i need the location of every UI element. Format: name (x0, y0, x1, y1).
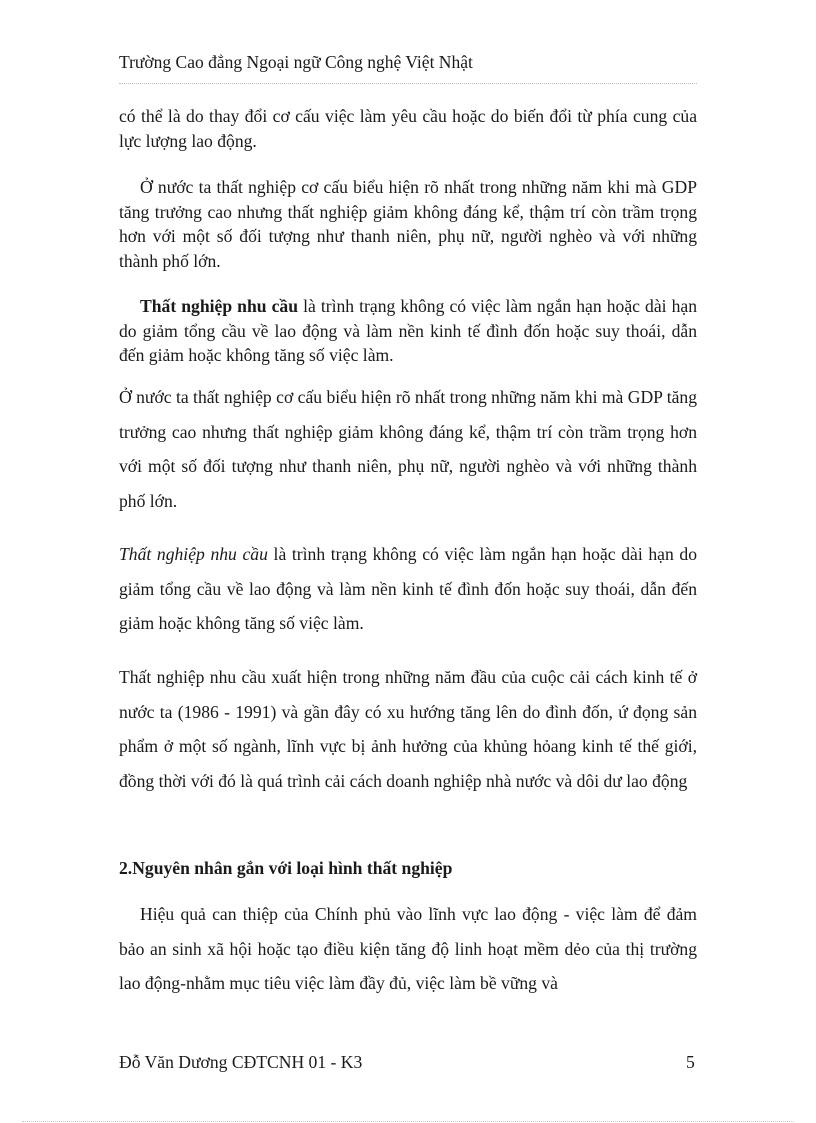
paragraph-7: Hiệu quả can thiệp của Chính phủ vào lĩnh vực lao động - việc làm để đảm bảo an sinh xã hội hoặc tạo điều kiện tăng độ linh hoạt mềm dẻo của thị trường lao động-nhằm mục tiêu việc làm đầy đủ, việc làm bề vững và (119, 904, 697, 993)
term-demand-unemployment-italic: Thất nghiệp nhu cầu (119, 544, 268, 564)
paragraph-3 (119, 294, 697, 368)
paragraph-5-text: là trình trạng không có việc làm ngắn hạn hoặc dài hạn do giảm tổng cầu về lao động và làm nền kinh tế đình đốn hoặc suy thoái, dẫn đến giảm hoặc không tăng số việc làm. (119, 544, 698, 633)
term-demand-unemployment: Thất nghiệp nhu cầu (140, 296, 299, 316)
paragraph-6: Thất nghiệp nhu cầu xuất hiện trong những năm đầu của cuộc cải cách kinh tế ở nước ta (1986 - 1991) và gần đây có xu hướng tăng lên do đình đốn, ứ đọng sản phẩm ở một số ngành, lĩnh vực bị ảnh hưởng của khủng hỏang kinh tế thế giới, đồng thời với đó là quá trình cải cách doanh nghiệp nhà nước và dôi dư lao động (119, 667, 697, 791)
page-number: 5 (686, 1052, 695, 1072)
paragraph-5 (119, 537, 697, 641)
footer-author: Đỗ Văn Dương CĐTCNH 01 - K3 (119, 1052, 363, 1072)
paragraph-2: Ở nước ta thất nghiệp cơ cấu biểu hiện rõ nhất trong những năm khi mà GDP tăng trưởng cao nhưng thất nghiệp giảm không đáng kể, thậm trí còn trầm trọng hơn với một số đối tượng như thanh niên, phụ nữ, người nghèo và với những thành phố lớn. (119, 177, 697, 271)
section-heading: 2.Nguyên nhân gắn với loại hình thất nghiệp (119, 858, 453, 878)
paragraph-3-text: là trình trạng không có việc làm ngắn hạn hoặc dài hạn do giảm tổng cầu về lao động và làm nền kinh tế đình đốn hoặc suy thoái, dẫn đến giảm hoặc không tăng số việc làm. (119, 296, 698, 365)
header-divider (119, 83, 697, 84)
paragraph-4: Ở nước ta thất nghiệp cơ cấu biểu hiện rõ nhất trong những năm khi mà GDP tăng trưởng cao nhưng thất nghiệp giảm không đáng kể, thậm trí còn trầm trọng hơn với một số đối tượng như thanh niên, phụ nữ, người nghèo và với những thành phố lớn. (119, 387, 697, 511)
paragraph-1: có thể là do thay đổi cơ cấu việc làm yêu cầu hoặc do biến đổi từ phía cung của lực lượng lao động. (119, 106, 697, 151)
page-bottom-edge (22, 1121, 794, 1122)
page-header: Trường Cao đẳng Ngoại ngữ Công nghệ Việt Nhật (119, 52, 473, 72)
